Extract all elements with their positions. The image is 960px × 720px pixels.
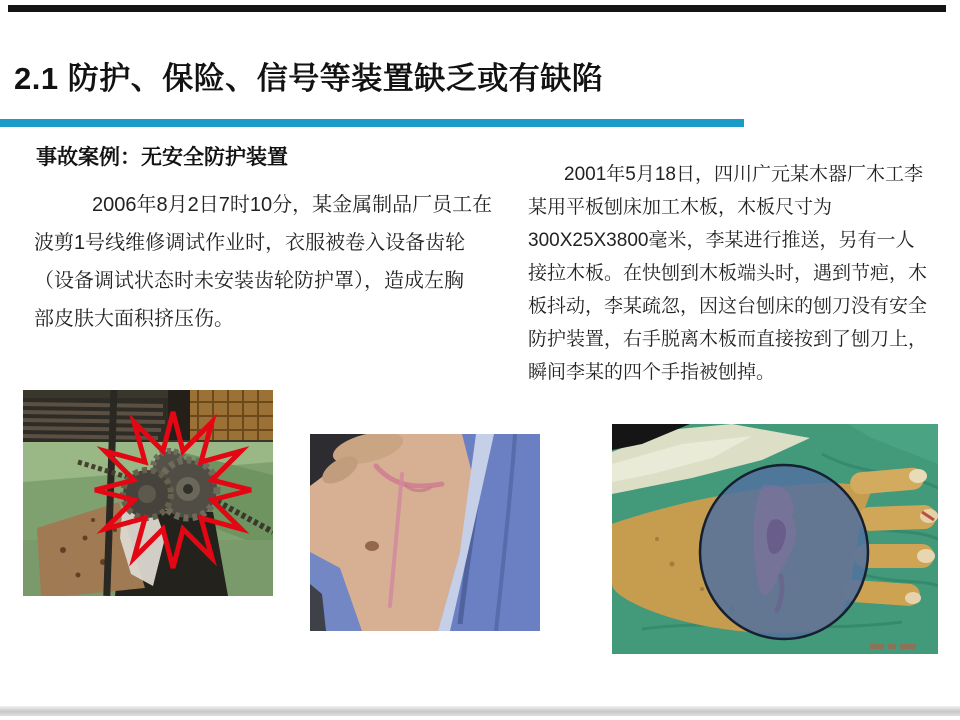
photo-chest-scar [310, 434, 540, 631]
timestamp-mark [870, 644, 916, 649]
case-subtitle: 事故案例：无安全防护装置 [36, 146, 288, 169]
circle-highlight-marker [700, 465, 868, 639]
case-left-line: 部皮肤大面积挤压伤。 [34, 308, 234, 330]
photo-machine-gears [23, 390, 273, 596]
case-left-line: （设备调试状态时未安装齿轮防护罩），造成左胸 [34, 270, 464, 292]
bottom-shadow-strip [0, 706, 960, 716]
photo-injured-hand [612, 424, 938, 654]
bruise-mark [365, 541, 379, 551]
case-right-line: 2001年5月18日，四川广元某木器厂木工李 [564, 164, 923, 185]
case-right-line: 防护装置，右手脱离木板而直接按到了刨刀上， [528, 329, 928, 350]
title-underline-bar [0, 119, 744, 127]
case-left-line: 2006年8月2日7时10分，某金属制品厂员工在 [92, 194, 493, 216]
case-right-line: 某用平板刨床加工木板，木板尺寸为 [528, 197, 833, 218]
case-text-left [34, 186, 504, 338]
top-black-bar [8, 5, 946, 12]
page-title: 2.1 防护、保险、信号等装置缺乏或有缺陷 [14, 61, 604, 96]
case-right-line: 板抖动，李某疏忽，因这台刨床的刨刀没有安全 [528, 296, 928, 317]
case-right-line: 接拉木板。在快刨到木板端头时，遇到节疤，木 [528, 263, 928, 284]
case-left-line: 波剪1号线维修调试作业时，衣服被卷入设备齿轮 [34, 232, 466, 254]
case-right-line: 瞬间李某的四个手指被刨掉。 [528, 362, 776, 383]
case-right-line: 300X25X3800毫米，李某进行推送，另有一人 [528, 230, 915, 251]
case-text-right [528, 158, 948, 389]
